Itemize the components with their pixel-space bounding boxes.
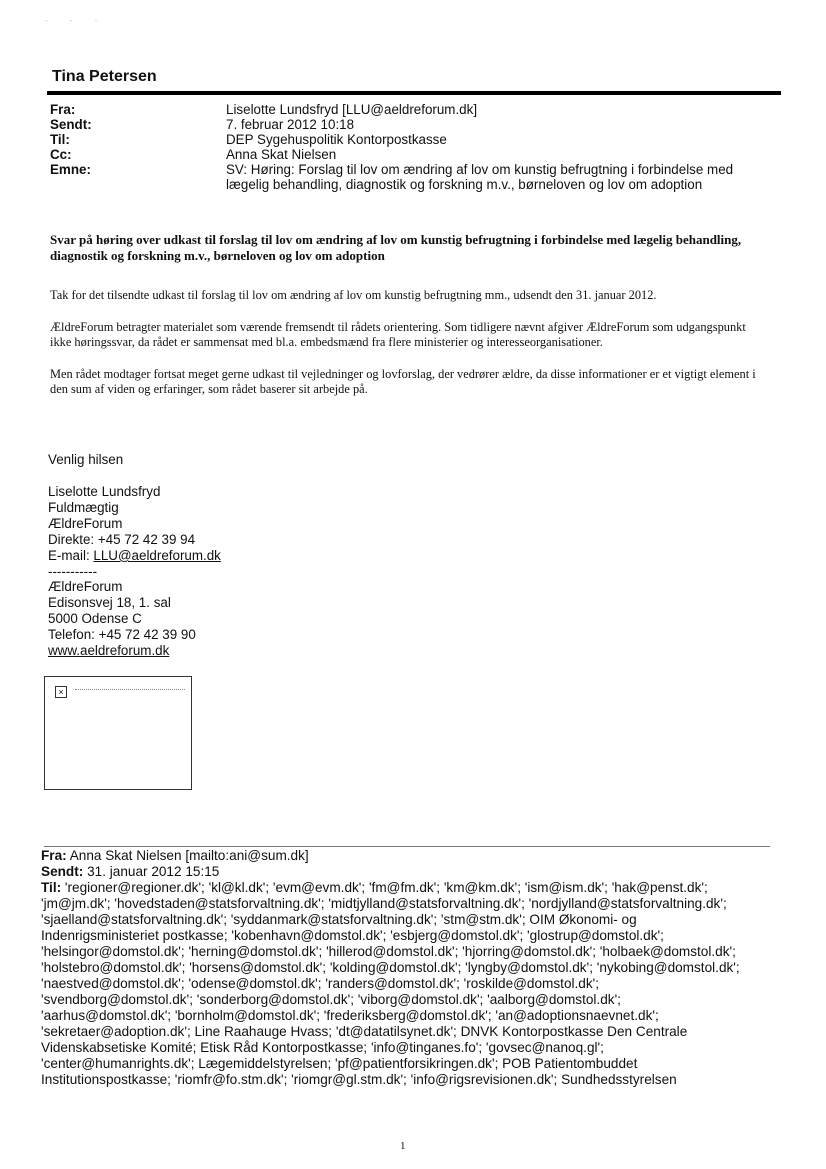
organization-website-link[interactable]: www.aeldreforum.dk [48,643,170,658]
signature-org: ÆldreForum [48,516,123,531]
header-sent-label: Sendt: [50,117,92,132]
email-header [50,102,770,192]
forwarded-to-line: Institutionspostkasse; 'riomfr@fo.stm.dk'; 'riomgr@gl.stm.dk'; 'info@rigsrevisionen.dk'; Sundhedsstyrelsen [41,1072,677,1087]
forwarded-sent-label: Sendt: [41,864,84,879]
organization-phone: Telefon: +45 72 42 39 90 [48,627,196,642]
forwarded-to-line: 'jm@jm.dk'; 'hovedstaden@statsforvaltning.dk'; 'midtjylland@statsforvaltning.dk'; 'nordjylland@statsforvaltning.dk'; [41,896,727,911]
forwarded-from-value: Anna Skat Nielsen [mailto:ani@sum.dk] [69,848,309,863]
header-to-value: DEP Sygehuspolitik Kontorpostkasse [226,132,447,147]
forwarded-to-line-0 [41,880,771,896]
organization-address-1: Edisonsvej 18, 1. sal [48,595,171,610]
header-sent-row [50,117,770,132]
recipient-name-title: Tina Petersen [52,68,157,85]
forwarded-sent-value: 31. januar 2012 15:15 [87,864,220,879]
forwarded-to-text: 'regioner@regioner.dk'; 'kl@kl.dk'; 'evm@evm.dk'; 'fm@fm.dk'; 'km@km.dk'; 'ism@ism.dk'; 'hak@penst.dk'; [64,880,708,895]
header-from-row [50,102,770,117]
organization-name: ÆldreForum [48,579,123,594]
forwarded-to-label: Til: [41,880,62,895]
forwarded-to-line: 'naestved@domstol.dk'; 'odense@domstol.dk'; 'randers@domstol.dk'; 'roskilde@domstol.dk'; [41,976,600,991]
signature-block [48,484,348,580]
header-sent-value: 7. februar 2012 10:18 [226,117,355,132]
forward-divider [44,846,770,847]
forwarded-to-line: Videnskabsetiske Komité; Etisk Råd Kontorpostkasse; 'info@tinganes.fo'; 'govsec@nanoq.gl'; [41,1040,604,1055]
forwarded-sent-line [41,864,771,880]
forwarded-to-line: 'aarhus@domstol.dk'; 'bornholm@domstol.dk'; 'frederiksberg@domstol.dk'; 'an@adoptionsnaevnet.dk'; [41,1008,659,1023]
forwarded-header [41,848,771,1088]
organization-block [48,579,348,659]
signature-name: Liselotte Lundsfryd [48,484,161,499]
response-heading: Svar på høring over udkast til forslag til lov om ændring af lov om kunstig befrugtning i forbindelse med lægelig behandling, diagnostik og forskning m.v., børneloven og lov om adoption [50,232,742,263]
forwarded-to-line: 'sjaelland@statsforvaltning.dk'; 'syddanmark@statsforvaltning.dk'; 'stm@stm.dk'; OIM Økonomi- og [41,912,637,927]
header-to-row [50,132,770,147]
body-paragraph-3: Men rådet modtager fortsat meget gerne udkast til vejledninger og lovforslag, der vedrører ældre, da disse informationer er et vigtigt element i den sum af viden og erfaringer, som rådet baserer sit arbejde på. [50,367,756,396]
scan-marks: - - - [45,16,108,25]
header-from-value: Liselotte Lundsfryd [LLU@aeldreforum.dk] [226,102,478,117]
signature-email-line [48,548,348,564]
header-to-label: Til: [50,132,70,147]
signature-direct-phone: Direkte: +45 72 42 39 94 [48,532,196,547]
header-subject-row [50,162,770,192]
forwarded-to-line: 'holstebro@domstol.dk'; 'horsens@domstol.dk'; 'kolding@domstol.dk'; 'lyngby@domstol.dk'; 'nykobing@domstol.dk'; [41,960,740,975]
header-subject-label: Emne: [50,162,91,177]
header-cc-row [50,147,770,162]
page-number: 1 [400,1140,406,1152]
broken-image-icon: × [55,686,67,698]
header-cc-label: Cc: [50,147,72,162]
forwarded-to-line: 'helsingor@domstol.dk'; 'herning@domstol.dk'; 'hillerod@domstol.dk'; 'hjorring@domstol.dk'; 'holbaek@domstol.dk'; [41,944,736,959]
forwarded-to-line: 'sekretaer@adoption.dk'; Line Raahauge Hvass; 'dt@datatilsynet.dk'; DNVK Kontorpostkasse Den Centrale [41,1024,688,1039]
signature-separator: ----------- [48,564,98,579]
body-paragraph-2: ÆldreForum betragter materialet som værende fremsendt til rådets orientering. Som tidligere nævnt afgiver ÆldreForum som udgangspunkt ikke høringssvar, da rådet er sammensat med bl.a. embedsmænd fra flere ministerier og interesseorganisationer. [50,320,746,349]
signature-greeting: Venlig hilsen [48,452,124,467]
signature-email-label: E-mail: [48,548,94,563]
header-from-label: Fra: [50,102,76,117]
forwarded-to-line: 'center@humanrights.dk'; Lægemiddelstyrelsen; 'pf@patientforsikringen.dk'; POB Patientombuddet [41,1056,638,1071]
signature-role: Fuldmægtig [48,500,119,515]
body-paragraph-1: Tak for det tilsendte udkast til forslag til lov om ændring af lov om kunstig befrugtning mm., udsendt den 31. januar 2012. [50,288,657,302]
header-cc-value: Anna Skat Nielsen [226,147,337,162]
forwarded-to-line: 'svendborg@domstol.dk'; 'sonderborg@domstol.dk'; 'viborg@domstol.dk'; 'aalborg@domstol.dk'; [41,992,621,1007]
header-subject-value: SV: Høring: Forslag til lov om ændring af lov om kunstig befrugtning i forbindelse med lægelig behandling, diagnostik og forskning m.v., børneloven og lov om adoption [226,162,734,192]
signature-email-link[interactable]: LLU@aeldreforum.dk [93,548,221,563]
forwarded-to-line: Indenrigsministeriet postkasse; 'kobenhavn@domstol.dk'; 'esbjerg@domstol.dk'; 'glostrup@domstol.dk'; [41,928,664,943]
header-rule [47,91,781,95]
organization-address-2: 5000 Odense C [48,611,142,626]
broken-image-placeholder [44,676,192,790]
forwarded-from-line [41,848,771,864]
image-caption-line [75,689,185,691]
forwarded-from-label: Fra: [41,848,67,863]
